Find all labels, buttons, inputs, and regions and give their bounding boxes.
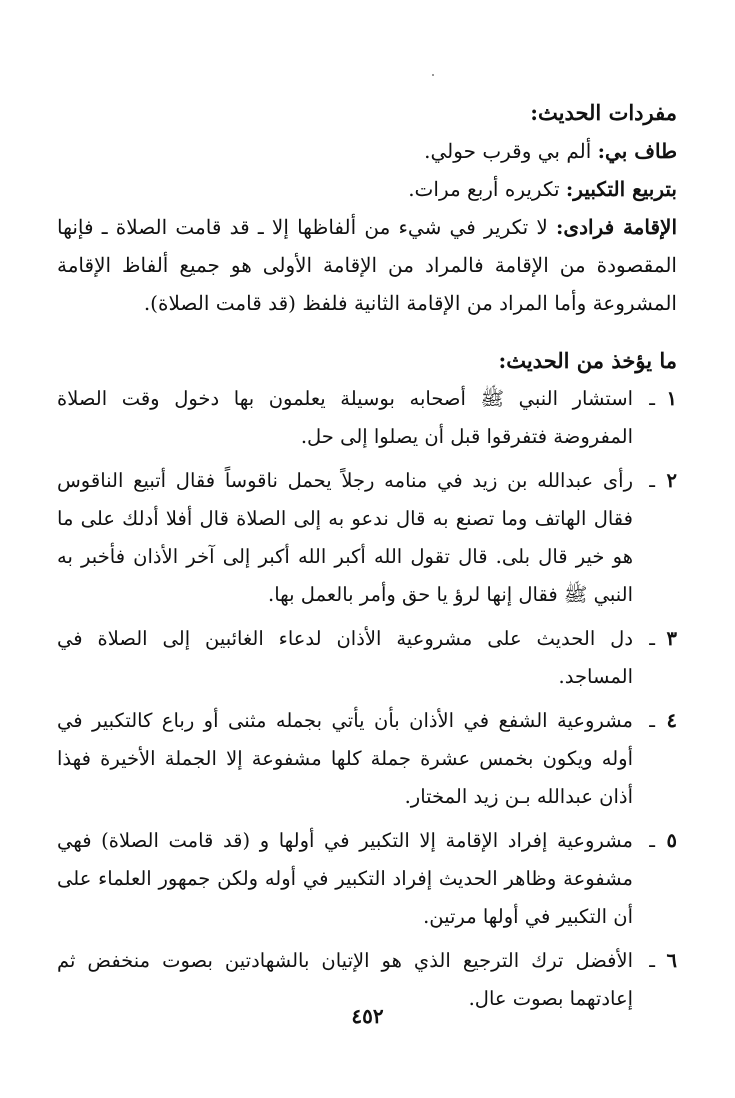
item-text: مشروعية الشفع في الأذان بأن يأتي بجمله مثنى أو رباع كالتكبير في أوله ويكون بخمس عشرة جملة كلها مشفوعة إلا الجملة الأخيرة فهذا أذان عبدالله بـن زيد المختار. [57, 709, 633, 808]
vocab-term: طاف بي: [597, 139, 677, 163]
item-dash: ـ [649, 829, 655, 852]
page-number: ٤٥٢ [351, 1004, 384, 1028]
item-text: مشروعية إفراد الإقامة إلا التكبير في أولها و (قد قامت الصلاة) فهي مشفوعة وظاهر الحديث إفراد التكبير في أوله ولكن جمهور العلماء على أن التكبير في أولها مرتين. [57, 829, 633, 928]
vocab-definition: ألم بي وقرب حولي. [424, 139, 598, 163]
vocab-definition: تكريره أربع مرات. [408, 177, 566, 201]
print-speck [432, 74, 434, 76]
vocab-heading: مفردات الحديث: [530, 100, 677, 125]
page-body [57, 96, 677, 1024]
item-dash: ـ [649, 387, 655, 410]
vocab-term: بتربيع التكبير: [565, 177, 677, 201]
vocab-definition: لا تكرير في شيء من ألفاظها إلا ـ قد قامت الصلاة ـ فإنها المقصودة من الإقامة فالمراد من الإقامة الأولى هو جميع ألفاظ الإقامة المشروعة وأما المراد من الإقامة الثانية فلفظ (قد قامت الصلاة). [57, 215, 677, 315]
item-number: ٢ [666, 469, 677, 492]
item-number: ٣ [666, 627, 677, 650]
list-item [57, 702, 677, 816]
item-number: ٦ [666, 949, 677, 972]
vocab-item-iqama [57, 208, 677, 322]
list-item [57, 620, 677, 696]
vocab-item-taf [57, 132, 677, 170]
item-text: الأفضل ترك الترجيع الذي هو الإتيان بالشهادتين بصوت منخفض ثم إعادتهما بصوت عال. [57, 949, 633, 1010]
item-text: دل الحديث على مشروعية الأذان لدعاء الغائبين إلى الصلاة في المساجد. [57, 627, 633, 688]
item-number: ٤ [666, 709, 677, 732]
item-dash: ـ [649, 627, 655, 650]
item-dash: ـ [649, 949, 655, 972]
item-dash: ـ [649, 469, 655, 492]
item-number: ٥ [666, 829, 677, 852]
item-text: استشار النبي ﷺ أصحابه بوسيلة يعلمون بها دخول وقت الصلاة المفروضة فتفرقوا قبل أن يصلوا إلى حل. [57, 387, 633, 448]
benefits-heading: ما يؤخذ من الحديث: [498, 348, 677, 373]
list-item [57, 462, 677, 614]
list-item [57, 822, 677, 936]
vocab-term: الإقامة فرادى: [556, 215, 678, 239]
item-dash: ـ [649, 709, 655, 732]
item-text: رأى عبدالله بن زيد في منامه رجلاً يحمل ناقوساً فقال أتبيع الناقوس فقال الهاتف وما تصنع به قال ندعو به إلى الصلاة قال أفلا أدلك على ما هو خير قال بلى. قال تقول الله أكبر الله أكبر إلى آخر الأذان فأخبر به النبي ﷺ فقال إنها لرؤ يا حق وأمر بالعمل بها. [57, 469, 633, 606]
vocab-item-tarbi [57, 170, 677, 208]
list-item [57, 380, 677, 456]
benefits-list [57, 380, 677, 1018]
item-number: ١ [666, 387, 677, 410]
